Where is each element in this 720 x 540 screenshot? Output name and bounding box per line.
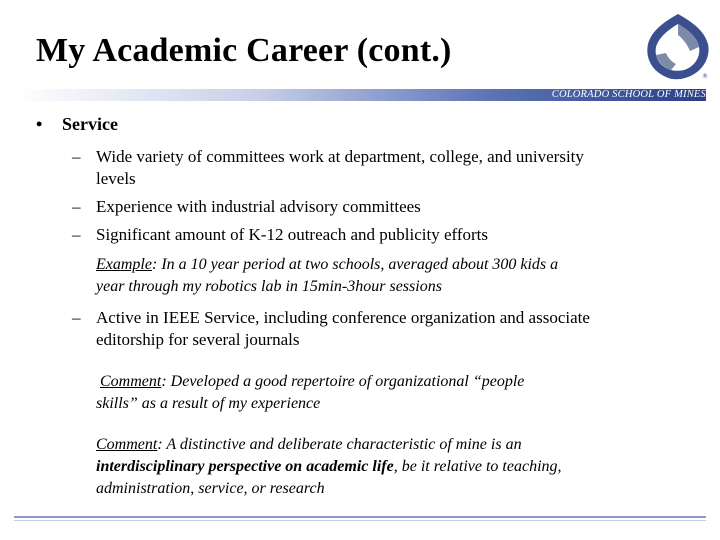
- sub-item-text: Experience with industrial advisory committees: [96, 197, 421, 216]
- comment-label: Comment: [96, 436, 158, 453]
- sub-item-text: Wide variety of committees work at department, college, and university: [96, 147, 584, 166]
- example-note: [96, 254, 558, 298]
- bullet-service: [36, 114, 118, 135]
- comment-text: , be it relative to teaching,: [393, 458, 562, 475]
- comment-text: : Developed a good repertoire of organizational “people: [161, 373, 525, 390]
- dash-marker: –: [72, 197, 81, 216]
- comment-text: skills” as a result of my experience: [96, 395, 321, 412]
- sub-item-text: Active in IEEE Service, including conference organization and associate: [96, 308, 590, 327]
- dash-marker: –: [72, 308, 81, 327]
- comment-emphasis: interdisciplinary perspective on academic life: [96, 458, 394, 475]
- dash-marker: –: [72, 225, 81, 244]
- comment-skills: [96, 371, 524, 415]
- footer-rule: [14, 516, 706, 518]
- school-logo-icon: [642, 10, 714, 82]
- sub-item-text: levels: [96, 169, 136, 188]
- example-label: Example: [96, 256, 152, 273]
- slide-title: My Academic Career (cont.): [36, 32, 452, 69]
- sub-item-text: editorship for several journals: [96, 330, 300, 349]
- dash-marker: –: [72, 147, 81, 166]
- bullet-marker: •: [36, 114, 43, 134]
- example-text: year through my robotics lab in 15min-3hour sessions: [96, 278, 442, 295]
- comment-text: administration, service, or research: [96, 480, 325, 497]
- example-text: : In a 10 year period at two schools, averaged about 300 kids a: [151, 256, 559, 273]
- footer-rule-thin: [14, 520, 706, 521]
- svg-text:®: ®: [702, 73, 708, 80]
- comment-interdisciplinary: [96, 434, 562, 500]
- sub-item-text: Significant amount of K-12 outreach and publicity efforts: [96, 225, 489, 244]
- bullet-label: Service: [62, 114, 118, 134]
- comment-text: : A distinctive and deliberate characteristic of mine is an: [157, 436, 522, 453]
- comment-label: Comment: [100, 373, 162, 390]
- school-name: COLORADO SCHOOL OF MINES: [551, 89, 706, 100]
